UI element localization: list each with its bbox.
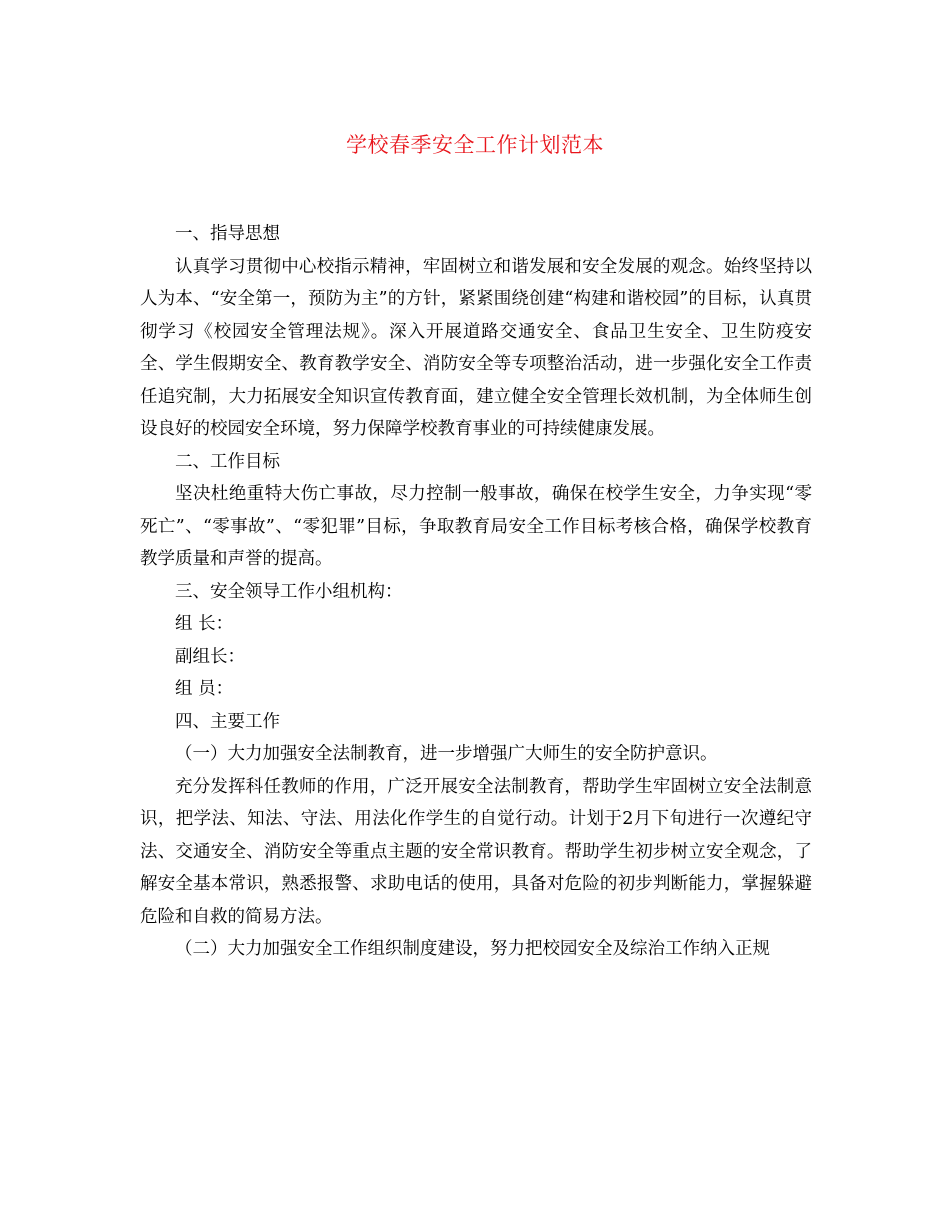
- paragraph-legal-education: 充分发挥科任教师的作用，广泛开展安全法制教育，帮助学生牢固树立安全法制意识，把学法、知法、守法、用法化作学生的自觉行动。计划于2月下旬进行一次遵纪守法、交通安全、消防安全等重点主题的安全常识教育。帮助学生初步树立安全观念，了解安全基本常识，熟悉报警、求助电话的使用，具备对危险的初步判断能力，掌握躲避危险和自救的简易方法。: [140, 776, 812, 927]
- group-leader-line: 组 长：: [175, 614, 234, 634]
- heading-work-goals: 二、工作目标: [175, 451, 280, 472]
- paragraph-guiding-ideology: 认真学习贯彻中心校指示精神，牢固树立和谐发展和安全发展的观念。始终坚持以人为本、“安全第一，预防为主”的方针，紧紧围绕创建“构建和谐校园”的目标，认真贯彻学习《校园安全管理法规》。深入开展道路交通安全、食品卫生安全、卫生防疫安全、学生假期安全、教育教学安全、消防安全等专项整治活动，进一步强化安全工作责任追究制，大力拓展安全知识宣传教育面，建立健全安全管理长效机制，为全体师生创设良好的校园安全环境，努力保障学校教育事业的可持续健康发展。: [140, 256, 812, 439]
- document-title: 学校春季安全工作计划范本: [346, 133, 604, 157]
- deputy-leader-line: 副组长：: [175, 646, 245, 667]
- subheading-legal-education: （一）大力加强安全法制教育，进一步增强广大师生的安全防护意识。: [175, 744, 718, 764]
- heading-leadership-group: 三、安全领导工作小组机构：: [175, 581, 403, 602]
- paragraph-work-goals: 坚决杜绝重特大伤亡事故，尽力控制一般事故，确保在校学生安全，力争实现“零死亡”、“零事故”、“零犯罪”目标，争取教育局安全工作目标考核合格，确保学校教育教学质量和声誉的提高。: [140, 484, 812, 569]
- heading-guiding-ideology: 一、指导思想: [175, 224, 280, 244]
- document-body: [140, 218, 812, 966]
- heading-main-work: 四、主要工作: [175, 711, 280, 732]
- subheading-organization-system: （二）大力加强安全工作组织制度建设，努力把校园安全及综治工作纳入正规: [175, 939, 770, 959]
- group-members-line: 组 员：: [175, 679, 234, 699]
